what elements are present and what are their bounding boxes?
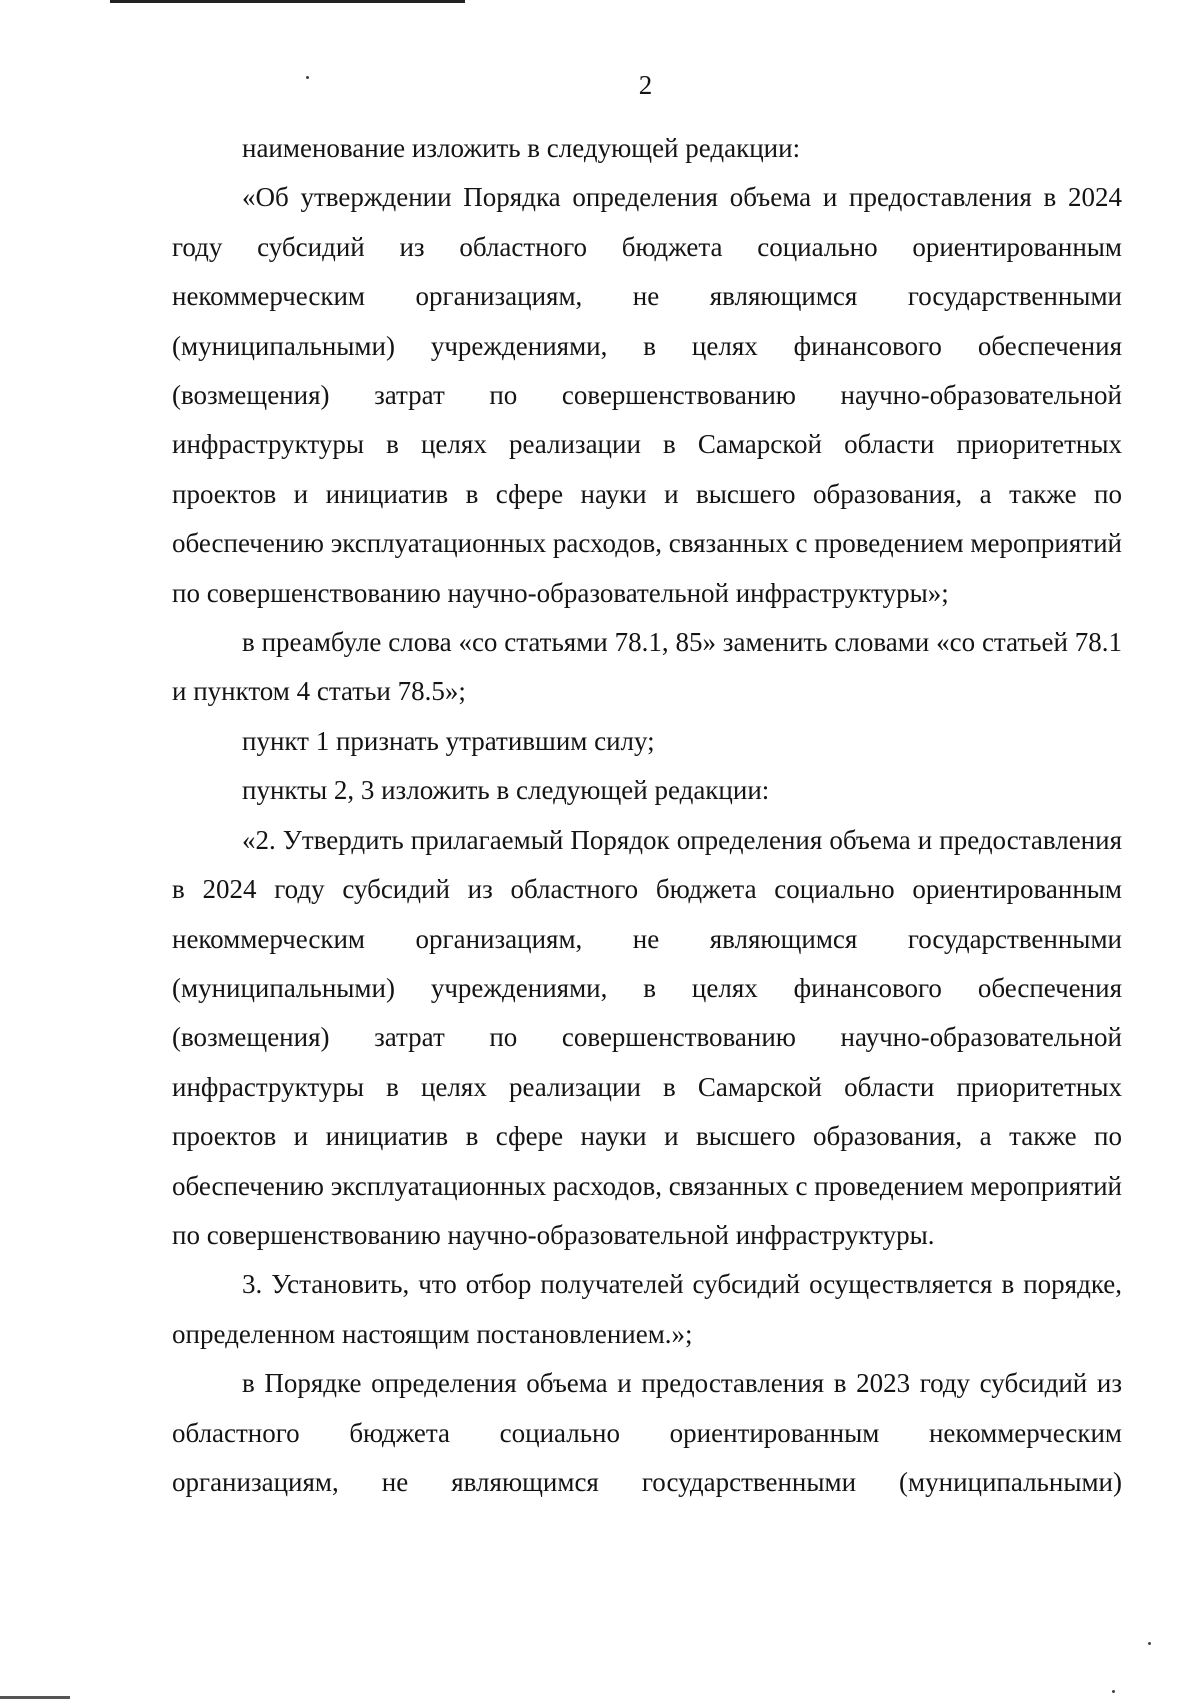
paragraph: «Об утверждении Порядка определения объема и предоставления в 2024 году субсидий из областного бюджета социально ориентированным некоммерческим организациям, не являющимся государственными (муниципальными) учреждениями, в целях финансового обеспечения (возмещения) затрат по совершенствованию научно-образовательной инфраструктуры в целях реализации в Самарской области приоритетных проектов и инициатив в сфере науки и высшего образования, а также по обеспечению эксплуатационных расходов, связанных с проведением мероприятий по совершенствованию научно-образовательной инфраструктуры»; [172, 182, 1122, 608]
paragraph: в Порядке определения объема и предоставления в 2023 году субсидий из областного бюджета социально ориентированным некоммерческим организациям, не являющимся государственными (муниципальными) [172, 1368, 1122, 1497]
document-body [172, 124, 1122, 1507]
paragraph: пункты 2, 3 изложить в следующей редакции: [242, 775, 770, 806]
paragraph: «2. Утвердить прилагаемый Порядок определения объема и предоставления в 2024 году субсидий из областного бюджета социально ориентированным некоммерческим организациям, не являющимся государственными (муниципальными) учреждениями, в целях финансового обеспечения (возмещения) затрат по совершенствованию научно-образовательной инфраструктуры в целях реализации в Самарской области приоритетных проектов и инициатив в сфере науки и высшего образования, а также по обеспечению эксплуатационных расходов, связанных с проведением мероприятий по совершенствованию научно-образовательной инфраструктуры. [172, 824, 1122, 1250]
paragraph: в преамбуле слова «со статьями 78.1, 85» заменить словами «со статьей 78.1 и пунктом 4 статьи 78.5»; [172, 627, 1122, 707]
scan-speck [1112, 1690, 1115, 1693]
scan-edge-bottom [0, 1696, 70, 1699]
page-number: 2 [638, 70, 653, 100]
paragraph: 3. Установить, что отбор получателей субсидий осуществляется в порядке, определенном настоящим постановлением.»; [172, 1269, 1122, 1349]
scan-edge-top [110, 0, 465, 3]
scan-speck [1148, 1642, 1151, 1645]
paragraph: пункт 1 признать утратившим силу; [242, 725, 655, 756]
paragraph: наименование изложить в следующей редакции: [242, 133, 801, 163]
